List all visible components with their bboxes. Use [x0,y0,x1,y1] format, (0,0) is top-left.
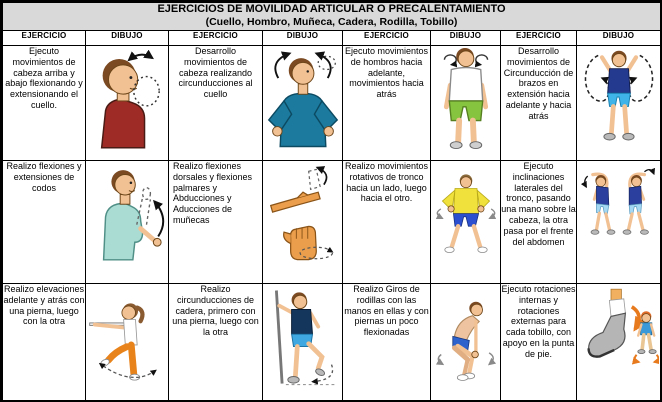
page-subtitle: (Cuello, Hombro, Muñeca, Cadera, Rodilla, Tobillo) [205,15,458,28]
exercise-text: Realizo elevaciones adelante y atrás con una pierna, luego con la otra [3,284,86,402]
column-header: DIBUJO [577,31,661,46]
drawing-cell [431,46,501,161]
drawing-cell [86,161,169,284]
exercise-text: Ejecuto inclinaciones laterales del tronco, pasando una mano sobre la cabeza, la otra pasa por el frente del abdomen [501,161,577,284]
wrist-flexions-illustration [265,161,341,269]
exercise-text: Ejecuto movimientos de cabeza arriba y abajo flexionando y extensionando el cuello. [3,46,86,161]
exercise-text: Realizo flexiones y extensiones de codos [3,161,86,284]
table-title-block [3,3,661,31]
neck-flexion-extension-illustration [88,46,166,152]
column-header: DIBUJO [263,31,343,46]
column-header: EJERCICIO [169,31,263,46]
shoulder-rolls-illustration [435,46,497,152]
trunk-rotation-illustration [433,161,499,271]
table-row [3,46,661,161]
arm-circumduction-illustration [579,46,659,148]
neck-circumduction-illustration [265,46,341,152]
exercise-text: Realizo Giros de rodillas con las manos en ellas y con piernas un poco flexionadas [343,284,431,402]
exercise-text: Realizo circunducciones de cadera, primero con una pierna, luego con la otra [169,284,263,402]
drawing-cell [263,46,343,161]
drawing-cell [263,161,343,284]
drawing-cell [263,284,343,402]
drawing-cell [577,46,661,161]
ankle-rotations-illustration [579,284,659,376]
drawing-cell [431,284,501,402]
drawing-cell [577,284,661,402]
column-header: DIBUJO [431,31,501,46]
drawing-cell [577,161,661,284]
exercise-text: Ejecuto movimientos de hombros hacia adelante, movimientos hacia atrás [343,46,431,161]
leg-swings-illustration [88,284,166,394]
drawing-cell [86,46,169,161]
column-header: DIBUJO [86,31,169,46]
exercise-text: Ejecuto rotaciones internas y rotaciones externas para cada tobillo, con apoyo en la punta de pie. [501,284,577,402]
trunk-lateral-bend-illustration [579,161,659,245]
column-header: EJERCICIO [501,31,577,46]
column-header: EJERCICIO [3,31,86,46]
exercise-table [2,2,661,402]
hip-circumduction-illustration [265,284,341,392]
elbow-flexion-illustration [88,161,166,265]
drawing-cell [431,161,501,284]
exercise-text: Realizo movimientos rotativos de tronco hacia un lado, luego hacia el otro. [343,161,431,284]
column-header: EJERCICIO [343,31,431,46]
page-title: EJERCICIOS DE MOVILIDAD ARTICULAR O PRECALENTAMIENTO [157,3,506,15]
exercise-text: Desarrollo movimientos de cabeza realizando circunducciones al cuello [169,46,263,161]
knee-circles-illustration [433,284,499,392]
table-row [3,284,661,402]
table-row [3,161,661,284]
drawing-cell [86,284,169,402]
exercise-text: Desarrollo movimientos de Circunducción de brazos en extensión hacia adelante y hacia atrás [501,46,577,161]
exercise-text: Realizo flexiones dorsales y flexiones palmares y Abducciones y Aducciones de muñecas [169,161,263,284]
